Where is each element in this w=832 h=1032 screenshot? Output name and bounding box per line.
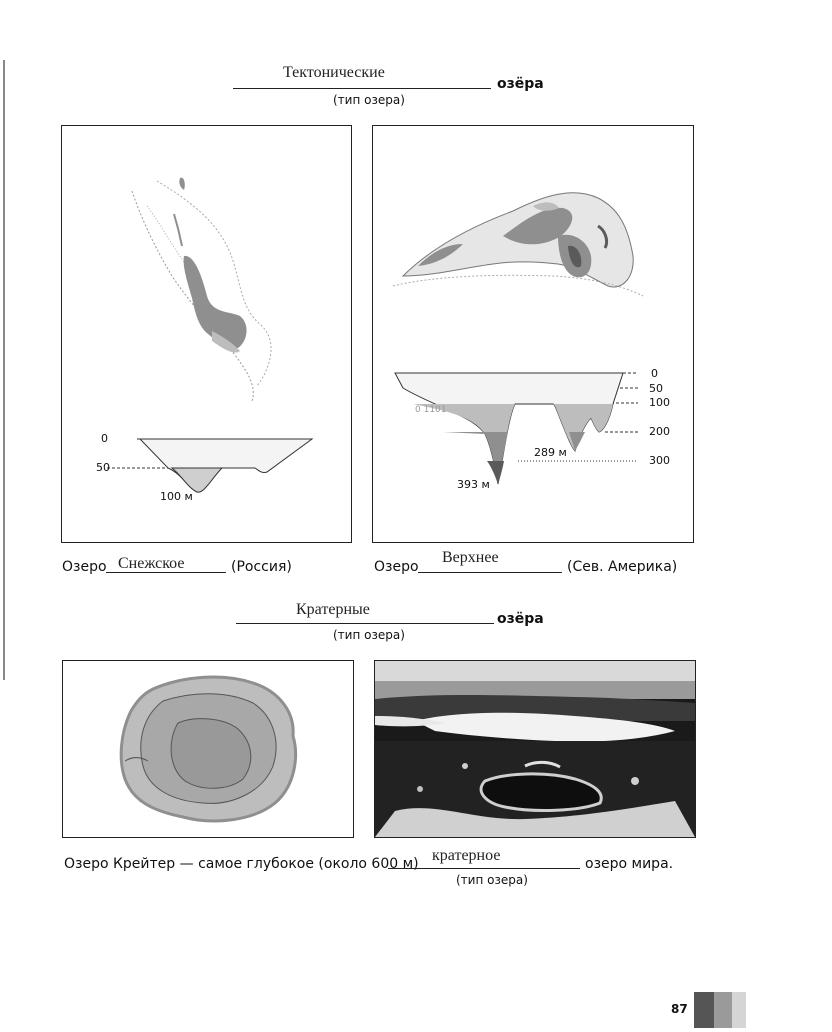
section2-suffix: озёра (497, 611, 544, 627)
page-tab-mid (714, 992, 732, 1028)
superior-depth-0: 0 (651, 367, 658, 380)
crater-map-panel (62, 660, 354, 838)
caption-right-answer-line (418, 572, 562, 573)
section1-hint: (тип озера) (333, 93, 405, 107)
snezhskoe-panel (61, 125, 352, 543)
snezhskoe-depth-50: 50 (96, 461, 110, 474)
page-tab-dark (694, 992, 714, 1028)
caption-left-prefix: Озеро (62, 559, 107, 575)
caption-left-answer-line (106, 572, 226, 573)
section2-answer: Кратерные (296, 601, 370, 618)
crater-map-figure (63, 661, 353, 837)
crater-sentence-suffix: озеро мира. (585, 856, 674, 872)
section1-suffix: озёра (497, 76, 544, 92)
section1-answer: Тектонические (283, 64, 385, 81)
superior-panel (372, 125, 694, 543)
section1-answer-line (233, 88, 491, 89)
crater-photo-figure (375, 661, 695, 837)
superior-depth-300: 300 (649, 454, 670, 467)
caption-left-answer: Снежское (118, 555, 185, 572)
crater-sentence-answer-line (388, 868, 580, 869)
snezhskoe-depth-0: 0 (101, 432, 108, 445)
crater-sentence-answer: кратерное (432, 847, 501, 864)
superior-depth-b-label: 289 м (534, 446, 567, 459)
superior-figure (373, 126, 693, 542)
superior-depth-100: 100 (649, 396, 670, 409)
section2-hint: (тип озера) (333, 628, 405, 642)
superior-depth-a-label: 393 м (457, 478, 490, 491)
superior-depth-200: 200 (649, 425, 670, 438)
crater-sentence-hint: (тип озера) (456, 873, 528, 887)
caption-left-suffix: (Россия) (231, 559, 292, 575)
caption-right-prefix: Озеро (374, 559, 419, 575)
binding-line (3, 60, 5, 680)
superior-depth-50: 50 (649, 382, 663, 395)
snezhskoe-figure (62, 126, 351, 542)
crater-sentence-prefix: Озеро Крейтер — самое глубокое (около 600 м) (64, 856, 419, 872)
caption-right-suffix: (Сев. Америка) (567, 559, 678, 575)
snezhskoe-bottom-label: 100 м (160, 490, 193, 503)
svg-text:0 1101: 0 1101 (415, 405, 447, 415)
page-number: 87 (671, 1002, 688, 1016)
crater-photo-panel (374, 660, 696, 838)
caption-right-answer: Верхнее (442, 549, 499, 566)
section2-answer-line (236, 623, 494, 624)
page-tab-light (732, 992, 746, 1028)
